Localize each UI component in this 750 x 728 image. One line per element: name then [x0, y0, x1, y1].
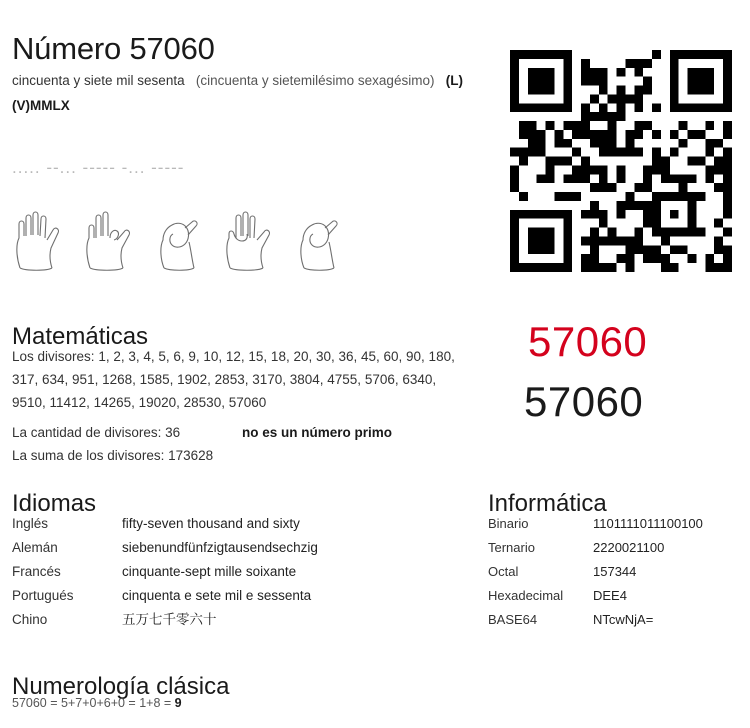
big-number-black: 57060 — [524, 378, 644, 425]
language-name: Alemán — [12, 540, 58, 555]
spelled-out-number — [12, 68, 482, 118]
divisors-list: 1, 2, 3, 4, 5, 6, 9, 10, 12, 15, 18, 20, 30, 36, 45, 60, 90, 180, 317, 634, 951, 1268, 1585, 1902, 2853, 3170, 3804, 4755, 5706, 6340, 9510, 11412, 14265, 19020, 28530, 57060 — [12, 349, 455, 410]
big-number-red: 57060 — [528, 318, 648, 365]
language-name: Chino — [12, 612, 48, 627]
cardinal-text: cincuenta y siete mil sesenta — [12, 73, 185, 88]
table-row — [488, 538, 746, 562]
table-row — [488, 586, 746, 610]
section-heading-numerologia: Numerología clásica — [12, 672, 230, 700]
base-name: Ternario — [488, 540, 535, 555]
morse-code: ..... --... ----- -... ----- — [12, 158, 185, 177]
language-name: Francés — [12, 564, 61, 579]
base-value: 157344 — [593, 564, 637, 579]
table-row — [12, 562, 472, 586]
language-name: Inglés — [12, 516, 49, 531]
roman-numeral: (L)(V)MMLX — [12, 73, 463, 113]
table-row — [488, 562, 746, 586]
numerology-result: 9 — [174, 696, 182, 710]
language-value: siebenundfünfzigtausendsechzig — [122, 540, 318, 555]
hand-sign-6 — [220, 198, 286, 272]
base-name: Hexadecimal — [488, 588, 564, 603]
base-value: DEE4 — [593, 588, 627, 603]
base-value: 2220021100 — [593, 540, 665, 555]
base-name: Octal — [488, 564, 519, 579]
section-heading-matematicas: Matemáticas — [12, 322, 149, 350]
numerology-expression: 57060 = 5+7+0+6+0 = 1+8 = — [12, 696, 175, 710]
divisors-label: Los divisores: — [12, 349, 95, 364]
table-row — [12, 610, 472, 634]
section-heading-informatica: Informática — [488, 489, 607, 517]
ordinal-text: (cincuenta y sietemilésimo sexagésimo) — [195, 73, 435, 88]
base-name: BASE64 — [488, 612, 538, 627]
table-row — [12, 514, 472, 538]
base-value: NTcwNjA= — [593, 612, 654, 627]
base-name: Binario — [488, 516, 529, 531]
base-value: 1101111011100100 — [593, 516, 703, 531]
numerology-formula — [12, 696, 182, 710]
language-name: Portugués — [12, 588, 74, 603]
qr-code — [510, 50, 732, 272]
table-row — [12, 538, 472, 562]
table-row — [12, 586, 472, 610]
hand-sign-5 — [10, 198, 76, 272]
page-title: Número 57060 — [12, 30, 215, 66]
language-value: 五万七千零六十 — [122, 612, 217, 627]
primality-label: no es un número primo — [242, 425, 393, 440]
language-value: cinquante-sept mille soixante — [122, 564, 297, 579]
math-stats — [12, 421, 482, 467]
section-heading-idiomas: Idiomas — [12, 489, 97, 517]
informatics-table — [488, 514, 746, 634]
sign-language-digits — [10, 192, 360, 272]
table-row — [488, 514, 746, 538]
language-value: cinquenta e sete mil e sessenta — [122, 588, 312, 603]
divisors-paragraph — [12, 345, 472, 414]
languages-table — [12, 514, 472, 634]
divisor-sum: La suma de los divisores: 173628 — [12, 448, 214, 463]
hand-sign-0-second — [290, 198, 356, 272]
hand-sign-0 — [150, 198, 216, 272]
table-row — [488, 610, 746, 634]
language-value: fifty-seven thousand and sixty — [122, 516, 300, 531]
divisor-count: La cantidad de divisores: 36 — [12, 425, 181, 440]
qr-code-image — [510, 50, 732, 272]
hand-sign-7 — [80, 198, 146, 272]
